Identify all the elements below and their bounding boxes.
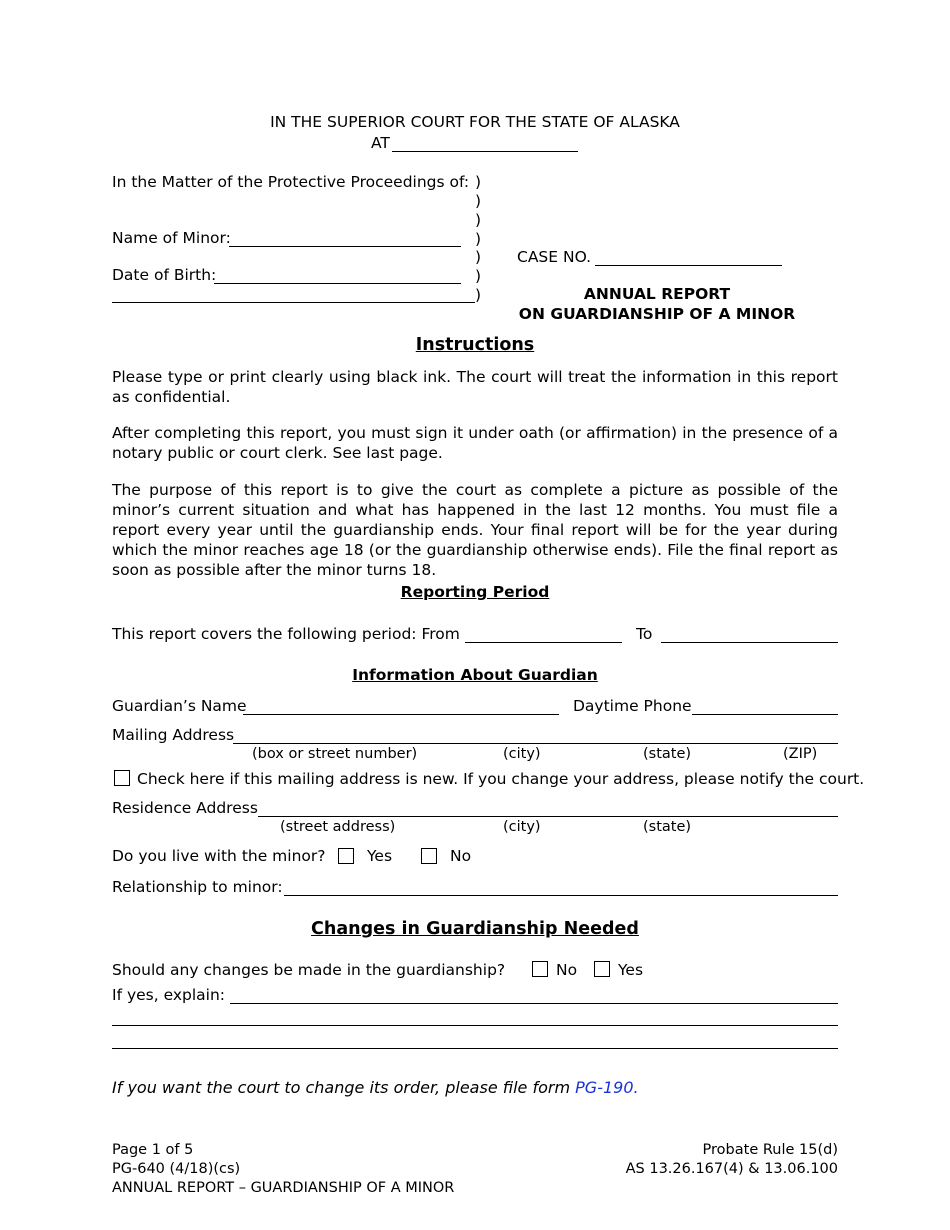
instructions-heading: Instructions — [415, 335, 535, 355]
reporting-period-heading: Reporting Period — [400, 583, 550, 601]
mailing-sub-city: (city) — [503, 746, 541, 762]
date-of-birth-label: Date of Birth: — [112, 266, 217, 284]
mailing-address-label: Mailing Address — [112, 726, 235, 744]
caption-paren: ) — [475, 286, 482, 304]
new-address-checkbox[interactable] — [114, 770, 130, 786]
footer-probate-rule: Probate Rule 15(d) — [702, 1142, 838, 1158]
court-location-label: AT — [371, 134, 390, 152]
instructions-paragraph-3: The purpose of this report is to give the court as complete a picture as possible of the minor’s current situation and what has happened in the last 12 months. You must file a report every year until the guardianship ends. Your final report will be for the year during which the minor reaches age 18 (or the guardianship otherwise ends). File the final report as soon as possible after the minor turns 18. — [112, 481, 838, 579]
changes-heading: Changes in Guardianship Needed — [311, 919, 639, 939]
mailing-address-field[interactable] — [233, 743, 838, 744]
caption-paren: ) — [475, 230, 482, 248]
period-to-label: To — [636, 625, 653, 643]
relationship-field[interactable] — [284, 895, 838, 896]
matter-label: In the Matter of the Protective Proceedings of: — [112, 173, 470, 191]
explain-label: If yes, explain: — [112, 986, 226, 1004]
footer-statute: AS 13.26.167(4) & 13.06.100 — [625, 1161, 838, 1177]
residence-sub-city: (city) — [503, 819, 541, 835]
footer-form-title: ANNUAL REPORT – GUARDIANSHIP OF A MINOR — [112, 1180, 455, 1196]
footer-form-number: PG-640 (4/18)(cs) — [112, 1161, 241, 1177]
court-location-field[interactable] — [392, 151, 578, 152]
date-of-birth-field[interactable] — [214, 283, 461, 284]
caption-paren: ) — [475, 267, 482, 285]
change-order-notice-text: If you want the court to change its order, please file form — [112, 1078, 571, 1097]
live-with-no-label: No — [450, 847, 472, 865]
case-no-label: CASE NO. — [517, 248, 592, 266]
live-with-minor-label: Do you live with the minor? — [112, 847, 326, 865]
changes-yes-label: Yes — [618, 961, 644, 979]
guardian-name-field[interactable] — [243, 714, 559, 715]
period-from-field[interactable] — [465, 642, 622, 643]
case-no-field[interactable] — [595, 265, 782, 266]
changes-yes-checkbox[interactable] — [594, 961, 610, 977]
mailing-sub-state: (state) — [643, 746, 692, 762]
period-to-field[interactable] — [661, 642, 838, 643]
residence-sub-state: (state) — [643, 819, 692, 835]
explain-field-line-2[interactable] — [112, 1025, 838, 1026]
guardian-name-label: Guardian’s Name — [112, 697, 247, 715]
residence-sub-street: (street address) — [280, 819, 396, 835]
instructions-paragraph-2: After completing this report, you must sign it under oath (or affirmation) in the presence of a notary public or court clerk. See last page. — [112, 424, 838, 462]
daytime-phone-field[interactable] — [692, 714, 838, 715]
live-with-yes-label: Yes — [367, 847, 393, 865]
live-with-yes-checkbox[interactable] — [338, 848, 354, 864]
explain-field-line-3[interactable] — [112, 1048, 838, 1049]
changes-no-checkbox[interactable] — [532, 961, 548, 977]
explain-field-line-1[interactable] — [230, 1003, 838, 1004]
document-title-line1: ANNUAL REPORT — [583, 285, 731, 303]
changes-question-label: Should any changes be made in the guardianship? — [112, 961, 506, 979]
live-with-no-checkbox[interactable] — [421, 848, 437, 864]
caption-paren: ) — [475, 192, 482, 210]
changes-no-label: No — [556, 961, 578, 979]
document-title-line2: ON GUARDIANSHIP OF A MINOR — [518, 305, 796, 323]
change-order-notice — [112, 1078, 639, 1097]
new-address-label: Check here if this mailing address is new. If you change your address, please notify the court. — [137, 770, 865, 788]
court-heading: IN THE SUPERIOR COURT FOR THE STATE OF ALASKA — [270, 113, 680, 131]
footer-page-number: Page 1 of 5 — [112, 1142, 194, 1158]
relationship-label: Relationship to minor: — [112, 878, 283, 896]
residence-address-field[interactable] — [258, 816, 838, 817]
residence-address-label: Residence Address — [112, 799, 258, 817]
pg-190-link[interactable]: PG-190. — [575, 1078, 639, 1097]
caption-paren: ) — [475, 173, 482, 191]
period-covers-label: This report covers the following period: From — [112, 625, 460, 643]
instructions-paragraph-1: Please type or print clearly using black ink. The court will treat the information in this report as confidential. — [112, 368, 838, 406]
name-of-minor-field[interactable] — [229, 246, 461, 247]
daytime-phone-label: Daytime Phone — [573, 697, 692, 715]
mailing-sub-zip: (ZIP) — [783, 746, 818, 762]
caption-extra-line[interactable] — [112, 302, 475, 303]
mailing-sub-box: (box or street number) — [252, 746, 418, 762]
guardian-info-heading: Information About Guardian — [352, 666, 598, 684]
caption-paren: ) — [475, 248, 482, 266]
name-of-minor-label: Name of Minor: — [112, 229, 231, 247]
caption-paren: ) — [475, 211, 482, 229]
